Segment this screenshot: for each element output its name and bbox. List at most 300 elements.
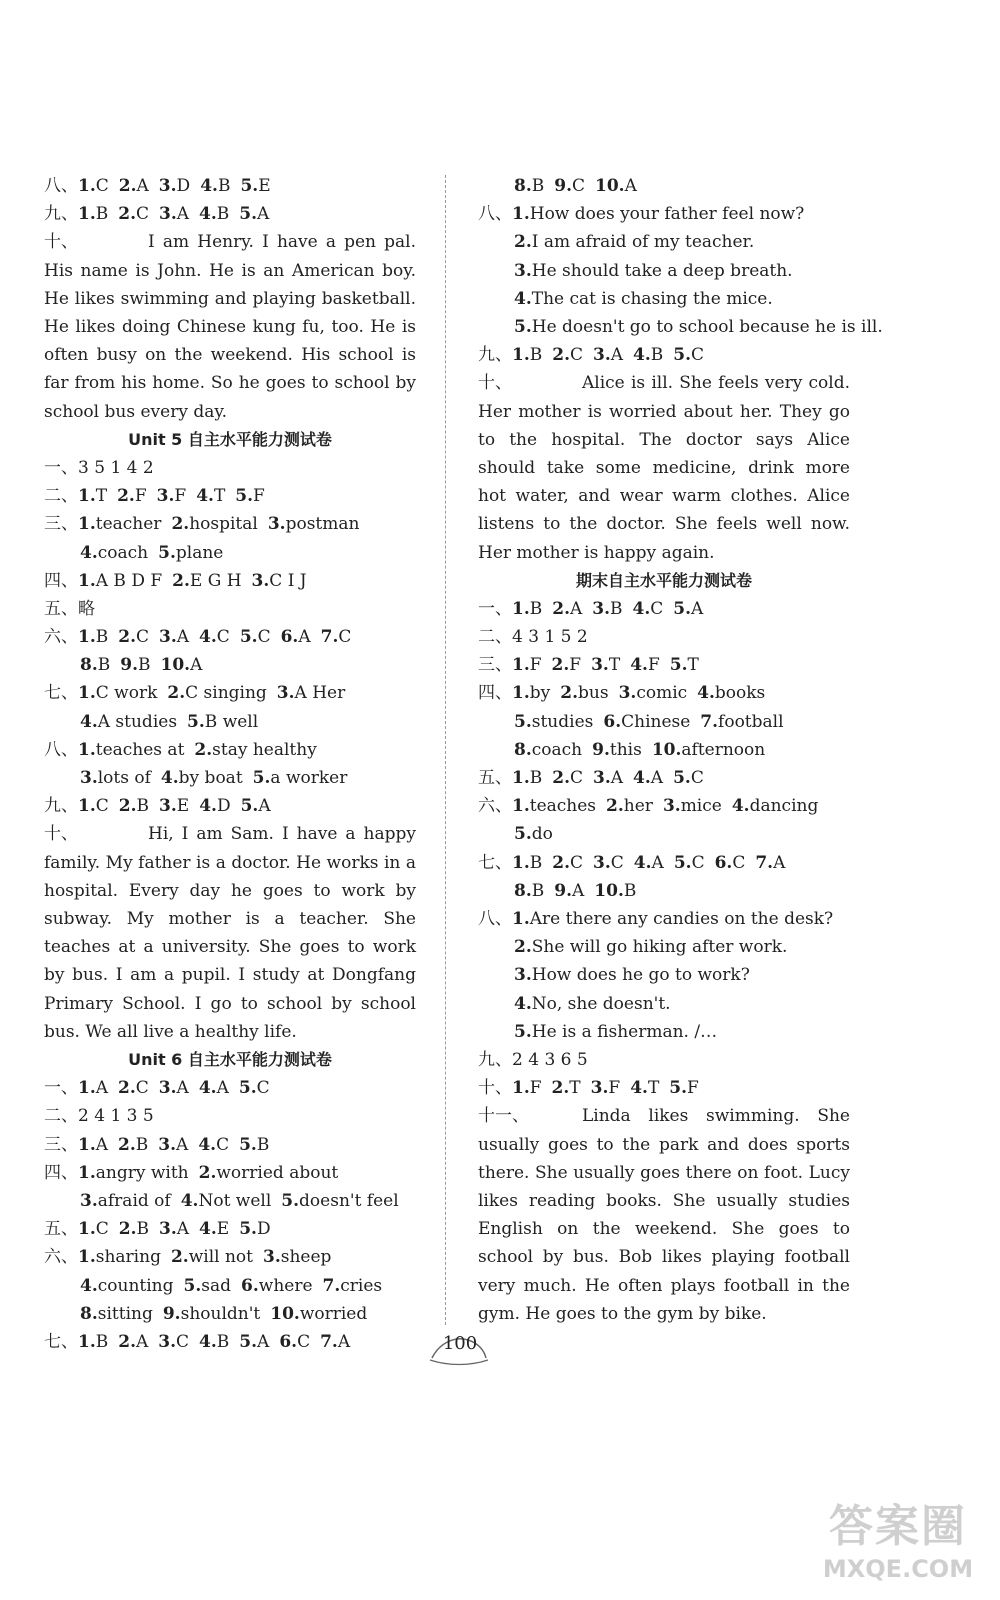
answer-item [194,736,316,764]
item-number: 3. [593,345,611,366]
item-answer: B [135,1134,149,1155]
answer-line [44,651,416,679]
answer-item [240,172,270,200]
question-number: 九、 [44,204,78,225]
answer-line [44,482,416,510]
item-answer: A [337,1331,351,1352]
answer-line [478,679,850,707]
item-number: 1. [512,598,530,619]
question-number: 七、 [44,683,78,704]
item-number: 4. [633,768,651,789]
answer-item [281,1187,398,1215]
item-answer: teaches [529,796,597,817]
item-number: 1. [512,908,530,929]
item-answer: She will go hiking after work. [531,937,788,958]
answer-item [239,200,269,228]
answer-item [320,1328,350,1356]
answer-item [594,877,636,905]
answer-item [163,1300,260,1328]
item-answer: T [647,1078,660,1099]
item-number: 2. [172,570,190,591]
answer-item [263,1243,331,1271]
answer-item [241,792,271,820]
answer-item [198,1131,229,1159]
item-number: 1. [512,768,530,789]
item-answer: lots of [97,768,151,789]
question-number: 六、 [44,627,78,648]
answer-item [78,623,108,651]
question-number: 二、 [44,486,78,507]
watermark-text: 答案圈 [829,1501,967,1552]
item-answer: B [529,345,543,366]
answer-item [514,820,553,848]
answer-item [592,736,642,764]
item-answer: C [610,852,624,873]
item-number: 4. [633,852,652,873]
answer-item [592,595,622,623]
answer-line [478,257,850,285]
answer-item [552,849,583,877]
answer-item [512,200,804,228]
paragraph-text: I am Henry. I have a pen pal. His name is John. He is an American boy. He likes swimming and playing basketball. He likes doing Chinese kung fu, too. He is often busy on the weekend. His school is far from his home. So he goes to school by school bus every day. [44,232,416,422]
item-answer: A [176,1219,190,1240]
answer-item [199,792,230,820]
item-number: 4. [200,176,218,196]
item-number: 1. [512,345,530,366]
answer-item [514,1018,717,1046]
paragraph-text: Hi, I am Sam. I have a happy family. My father is a doctor. He works in a hospital. Every day he goes to work by subway. My mother is a teacher. She teaches at a university. She goes to work by bus. I am a pupil. I study at Dongfang Primary School. I go to school by school bus. We all live a healthy life. [44,824,416,1042]
answer-line: 一、3 5 1 4 2 [44,457,154,478]
question-number: 十、 [478,373,512,394]
answer-line [478,961,850,989]
item-number: 2. [118,627,136,648]
item-answer: teacher [95,514,162,535]
item-number: 2. [118,1078,136,1099]
question-number: 五、 [44,1219,78,1240]
answer-item [552,764,583,792]
answer-item [80,1300,153,1328]
page-number: 100 [442,1333,478,1354]
answer-item [241,1272,313,1300]
item-number: 1. [512,655,530,676]
item-answer: hospital [189,514,258,535]
answer-line [478,820,850,848]
item-answer: F [529,1078,542,1099]
item-number: 1. [78,683,96,704]
item-number: 3. [80,1190,98,1211]
question-number: 十、 [44,824,78,845]
answer-item [78,172,109,200]
answer-item [512,792,596,820]
item-number: 4. [199,204,217,225]
item-answer: E [258,176,271,196]
item-number: 1. [78,1331,96,1352]
question-number: 十、 [478,1078,512,1099]
answer-item [606,792,653,820]
answer-line [44,1272,416,1300]
answer-paragraph [478,369,850,566]
answer-item [512,595,542,623]
item-number: 2. [552,598,570,619]
answer-line [44,1131,416,1159]
item-number: 3. [276,683,295,704]
item-number: 2. [194,739,213,760]
answer-line: 二、4 3 1 5 2 [478,627,588,648]
item-number: 4. [199,627,217,648]
item-number: 3. [158,176,177,196]
answer-item [118,200,149,228]
question-number: 七、 [44,1331,78,1352]
item-number: 3. [514,965,532,986]
answer-item [652,736,765,764]
answer-item [239,1328,269,1356]
item-answer: C [256,1078,270,1099]
item-answer: C [732,852,746,873]
answer-item [78,482,107,510]
item-answer: T [687,655,699,676]
answer-item [80,708,177,736]
item-number: 5. [669,1078,688,1099]
question-number: 一、 [478,598,512,619]
answer-item [512,905,833,933]
question-number: 三、 [44,1134,78,1155]
answer-item [159,1215,189,1243]
item-number: 4. [514,993,532,1014]
item-answer: A [258,796,271,817]
item-answer: B [95,204,109,225]
item-answer: C [691,852,705,873]
item-number: 2. [118,1219,137,1240]
item-answer: T [95,486,108,507]
item-answer: A [190,655,203,676]
item-answer: C I J [269,570,307,591]
item-answer: C [95,796,109,817]
item-answer: will not [188,1247,253,1268]
item-number: 5. [238,1078,257,1099]
answer-item [715,849,746,877]
item-answer: sad [201,1275,232,1296]
answer-item [181,1187,272,1215]
answer-line [478,1018,850,1046]
item-number: 1. [78,1078,96,1099]
paragraph-text: Linda likes swimming. She usually goes to the park and does sports there. She usually goes there on foot. Lucy likes reading books. She usually studies English on the weekend. She goes to school by bus. Bob likes playing football very much. He often plays football in the gym. He goes to the gym by bike. [478,1106,850,1324]
item-number: 4. [198,1134,217,1155]
answer-item [514,285,773,313]
item-number: 3. [159,627,177,648]
item-number: 8. [514,880,532,901]
item-number: 5. [183,1275,202,1296]
item-number: 3. [590,1078,609,1099]
answer-paragraph [478,1102,850,1328]
item-number: 3. [251,570,270,591]
answer-item [268,510,360,538]
answer-line [44,539,416,567]
item-number: 2. [606,796,624,817]
answer-item [78,200,108,228]
answer-line [44,792,416,820]
answer-item [281,623,311,651]
item-number: 3. [159,204,177,225]
item-answer: B [650,345,664,366]
question-number: 六、 [44,1247,78,1268]
item-number: 2. [560,683,578,704]
item-answer: He doesn't go to school because he is ill. [531,316,883,337]
item-answer: B [529,852,543,873]
answer-line [44,1187,416,1215]
item-answer: A [216,1078,229,1099]
answer-item [593,341,623,369]
item-number: 1. [512,796,530,817]
item-answer: A [610,345,624,366]
answer-line: 二、2 4 1 3 5 [44,1106,154,1127]
item-number: 2. [118,1331,136,1352]
item-answer: dancing [749,796,819,817]
item-answer: A [136,1331,149,1352]
item-number: 3. [156,486,175,507]
item-number: 8. [514,176,532,196]
answer-item [158,1131,188,1159]
question-number: 四、 [478,683,512,704]
item-number: 5. [252,768,271,789]
item-number: 5. [673,768,691,789]
item-number: 5. [514,316,532,337]
answer-item [78,1215,109,1243]
answer-line [478,792,850,820]
watermark-logo [808,1500,988,1596]
item-answer: F [647,655,660,676]
answer-item [697,679,765,707]
item-answer: B [216,1331,230,1352]
item-number: 9. [162,1303,181,1324]
item-answer: C work [95,683,158,704]
section-heading: Unit 6 自主水平能力测试卷 [128,1050,332,1070]
answer-item [78,1131,108,1159]
item-number: 7. [700,711,719,732]
answer-line: 九、2 4 3 6 5 [478,1049,588,1070]
item-number: 4. [160,768,179,789]
answer-line [478,990,850,1018]
item-number: 8. [80,655,98,676]
answer-item [199,623,230,651]
answer-line [44,510,416,538]
item-number: 5. [240,796,259,817]
item-number: 1. [78,627,96,648]
item-number: 5. [240,176,259,196]
answer-item [512,341,542,369]
answer-item [161,764,243,792]
item-answer: I am afraid of my teacher. [531,232,755,253]
item-number: 1. [78,176,96,196]
answer-item [670,651,699,679]
item-answer: B [216,204,230,225]
answer-item [158,539,223,567]
answer-item [277,679,345,707]
item-answer: where [258,1275,313,1296]
item-number: 5. [673,852,692,873]
answer-item [240,623,271,651]
item-answer: F [608,1078,621,1099]
item-answer: F [134,486,147,507]
item-number: 6. [279,1331,298,1352]
answer-item [673,764,704,792]
answer-item [159,1074,189,1102]
answer-item [196,482,225,510]
answer-item [593,764,623,792]
item-answer: football [718,711,784,732]
item-number: 5. [514,824,532,845]
item-answer: shouldn't [180,1303,261,1324]
item-number: 3. [158,1078,177,1099]
item-number: 3. [514,260,532,281]
item-number: 5. [239,204,258,225]
item-number: 5. [187,711,205,732]
item-answer: C [570,345,584,366]
item-answer: coach [531,739,583,760]
item-number: 7. [755,852,774,873]
item-number: 2. [551,655,570,676]
item-answer: doesn't feel [299,1190,399,1211]
answer-line [44,623,416,651]
item-answer: A Her [294,683,346,704]
item-number: 2. [167,683,186,704]
item-answer: B [217,176,231,196]
item-answer: T [213,486,226,507]
item-answer: A [572,880,585,901]
item-number: 7. [320,627,339,648]
item-answer: A [570,598,583,619]
item-number: 3. [593,768,611,789]
item-answer: comic [636,683,688,704]
answer-item [78,1243,161,1271]
item-answer: F [253,486,265,507]
answer-item [235,482,265,510]
item-number: 1. [512,683,530,704]
item-number: 1. [78,1219,96,1240]
answer-line [44,1300,416,1328]
item-answer: He is a fisherman. /… [531,1021,718,1042]
answer-item [514,708,593,736]
answer-item [630,651,660,679]
item-number: 2. [514,232,532,253]
item-number: 5. [669,655,688,676]
item-answer: A [773,852,786,873]
item-answer: A [610,768,624,789]
item-answer: C [176,1331,190,1352]
item-number: 2. [551,1078,570,1099]
answer-item [199,1328,229,1356]
item-answer: C [257,627,271,648]
item-answer: A [651,852,664,873]
item-answer: A [136,176,149,196]
answer-item [630,1074,659,1102]
item-answer: sheep [280,1247,332,1268]
answer-item [159,792,189,820]
item-answer: this [609,739,642,760]
left-column [44,172,416,1356]
item-answer: F [174,486,187,507]
answer-item [321,623,352,651]
item-answer: B [138,655,151,676]
item-number: 3. [159,796,177,817]
item-number: 6. [280,627,299,648]
answer-line [44,1243,416,1271]
item-number: 1. [78,1247,96,1268]
answer-item [514,736,582,764]
item-number: 3. [267,514,286,535]
item-answer: bus [578,683,609,704]
item-number: 4. [199,1331,217,1352]
answer-item [552,341,583,369]
answer-line: 五、略 [44,598,95,619]
answer-line [478,764,850,792]
item-answer: C [216,1134,230,1155]
item-answer: C [338,627,352,648]
item-answer: her [623,796,653,817]
item-number: 1. [78,514,96,535]
answer-paragraph [44,820,416,1046]
item-number: 4. [80,1275,98,1296]
item-number: 4. [180,1190,199,1211]
answer-item [78,792,109,820]
item-answer: sharing [95,1247,161,1268]
item-answer: D [216,796,231,817]
question-number: 十、 [44,232,78,253]
answer-paragraph [44,228,416,425]
item-number: 4. [632,598,651,619]
item-number: 2. [118,796,137,817]
answer-item [603,708,690,736]
item-answer: C [297,1331,311,1352]
item-number: 3. [591,655,609,676]
item-answer: C [572,176,586,196]
answer-item [158,1328,189,1356]
item-number: 9. [120,655,138,676]
item-answer: books [714,683,766,704]
item-answer: A [257,1331,270,1352]
answer-line [478,1074,850,1102]
item-answer: C [690,768,704,789]
answer-item [80,1272,174,1300]
item-answer: B [610,598,623,619]
item-number: 3. [158,1134,177,1155]
item-answer: A [650,768,664,789]
answer-item [279,1328,310,1356]
answer-line [478,736,850,764]
item-answer: C [570,768,584,789]
item-answer: afraid of [97,1190,171,1211]
item-answer: The cat is chasing the mice. [531,288,773,309]
item-number: 5. [281,1190,300,1211]
answer-item [78,736,184,764]
answer-item [552,1074,581,1102]
answer-item [633,595,664,623]
item-number: 10. [595,176,625,196]
item-answer: worried about [216,1162,339,1183]
item-number: 5. [239,627,258,648]
answer-item [239,1074,270,1102]
item-number: 4. [196,486,214,507]
answer-line [478,285,850,313]
item-answer: A [691,598,704,619]
answer-item [118,1131,148,1159]
item-number: 2. [552,345,570,366]
answer-item [171,510,257,538]
item-answer: No, she doesn't. [531,993,671,1014]
item-answer: afternoon [681,739,766,760]
answer-item [591,651,620,679]
item-number: 9. [554,880,572,901]
answer-line [478,877,850,905]
